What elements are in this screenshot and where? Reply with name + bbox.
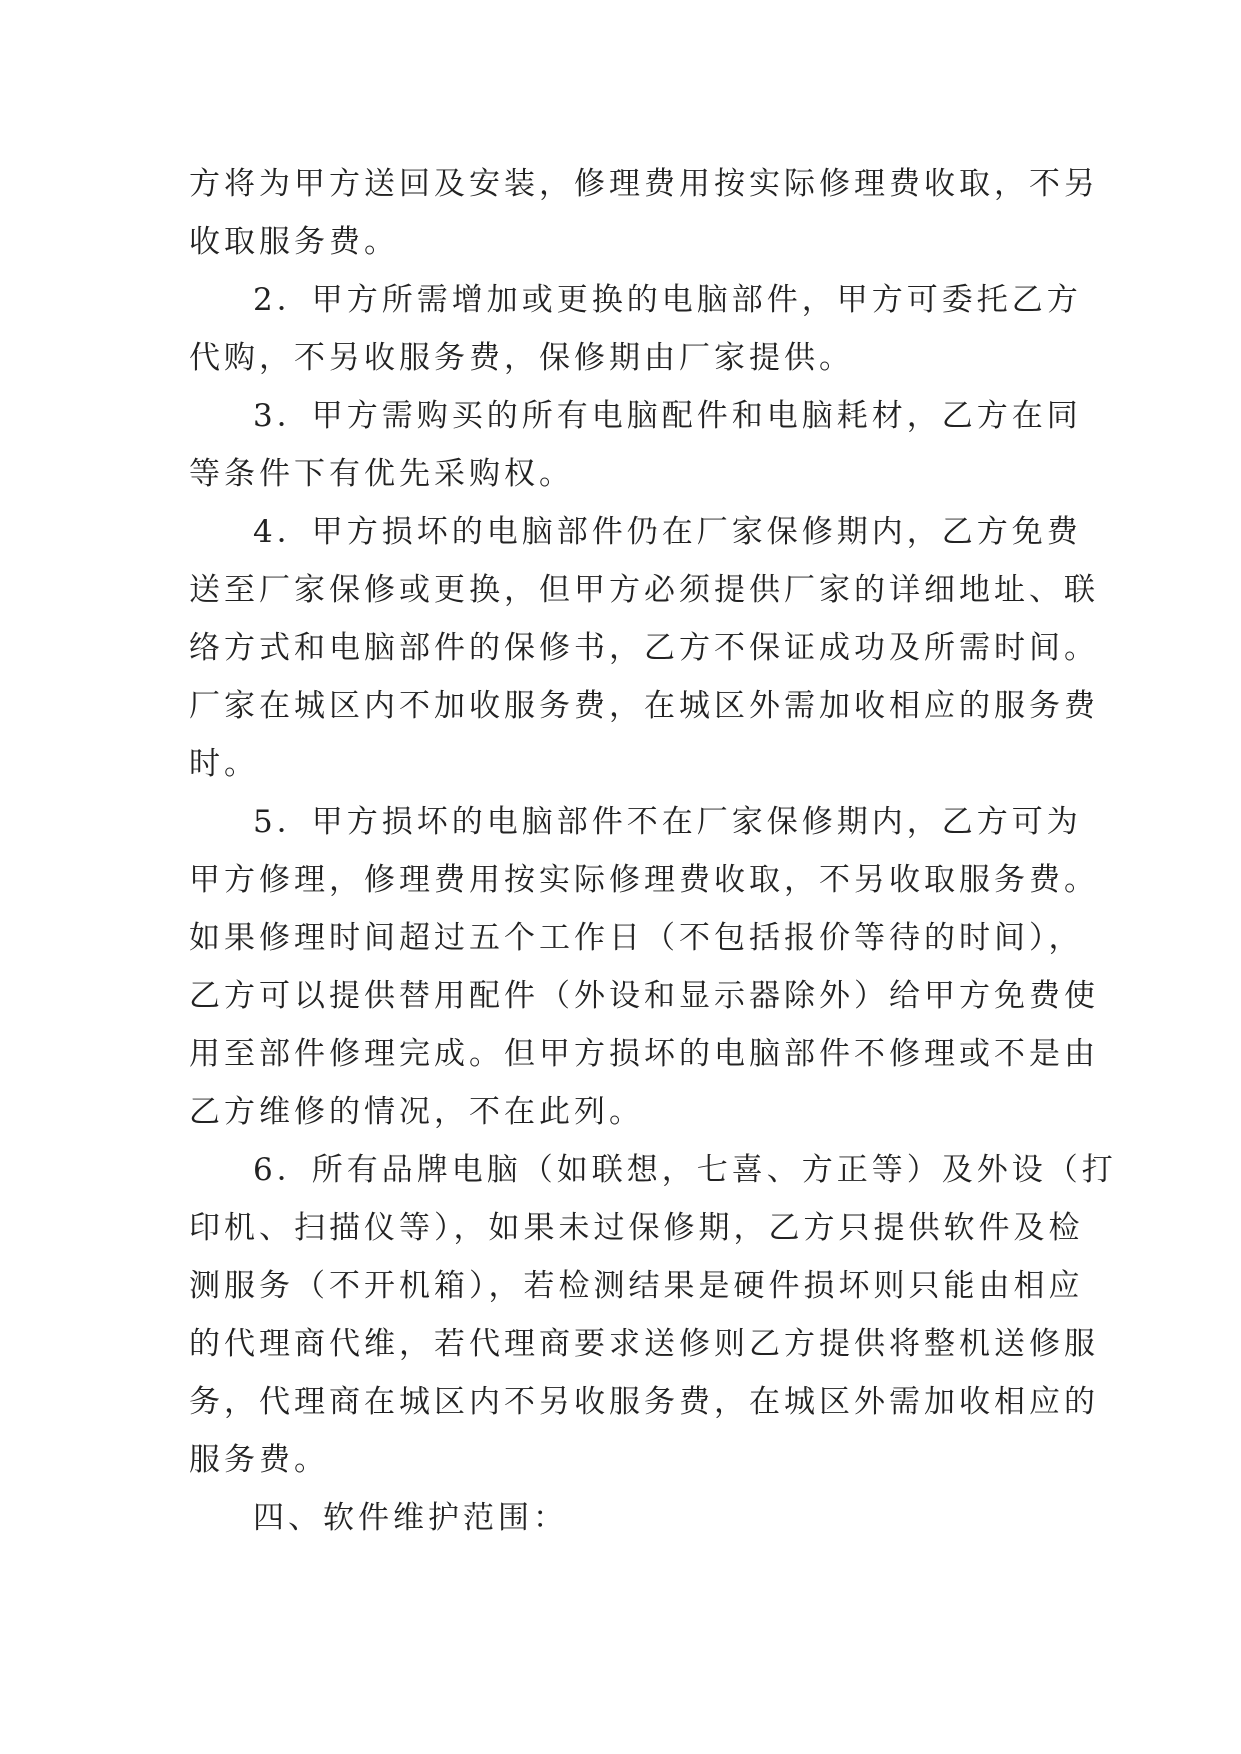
document-body (189, 155, 1117, 1547)
text-line: 收取服务费。 (189, 224, 399, 260)
text-line: 务，代理商在城区内不另收服务费，在城区外需加收相应的 (189, 1384, 1099, 1420)
text-line: 甲方修理，修理费用按实际修理费收取，不另收取服务费。 (189, 862, 1099, 898)
text-line: 乙方维修的情况，不在此列。 (189, 1094, 644, 1130)
clause-6-line: 6．所有品牌电脑（如联想，七喜、方正等）及外设（打 (253, 1152, 1117, 1188)
text-line: 乙方可以提供替用配件（外设和显示器除外）给甲方免费使 (189, 978, 1099, 1014)
text-line: 络方式和电脑部件的保修书，乙方不保证成功及所需时间。 (189, 630, 1099, 666)
text-line: 送至厂家保修或更换，但甲方必须提供厂家的详细地址、联 (189, 572, 1099, 608)
text-line: 印机、扫描仪等），如果未过保修期，乙方只提供软件及检 (189, 1210, 1084, 1246)
clause-5-line: 5．甲方损坏的电脑部件不在厂家保修期内，乙方可为 (253, 804, 1082, 840)
text-line: 时。 (189, 746, 259, 782)
clause-4-line: 4．甲方损坏的电脑部件仍在厂家保修期内，乙方免费 (253, 514, 1082, 550)
clause-3-line: 3．甲方需购买的所有电脑配件和电脑耗材，乙方在同 (253, 398, 1082, 434)
text-line: 代购，不另收服务费，保修期由厂家提供。 (189, 340, 854, 376)
text-line: 方将为甲方送回及安装，修理费用按实际修理费收取，不另 (189, 166, 1099, 202)
section-heading: 四、软件维护范围： (253, 1500, 568, 1536)
text-line: 服务费。 (189, 1442, 329, 1478)
text-line: 如果修理时间超过五个工作日（不包括报价等待的时间）， (189, 920, 1084, 956)
text-line: 用至部件修理完成。但甲方损坏的电脑部件不修理或不是由 (189, 1036, 1099, 1072)
text-line: 测服务（不开机箱），若检测结果是硬件损坏则只能由相应 (189, 1268, 1084, 1304)
text-line: 厂家在城区内不加收服务费，在城区外需加收相应的服务费 (189, 688, 1099, 724)
text-line: 的代理商代维，若代理商要求送修则乙方提供将整机送修服 (189, 1326, 1099, 1362)
clause-2-line: 2．甲方所需增加或更换的电脑部件，甲方可委托乙方 (253, 282, 1082, 318)
text-line: 等条件下有优先采购权。 (189, 456, 574, 492)
